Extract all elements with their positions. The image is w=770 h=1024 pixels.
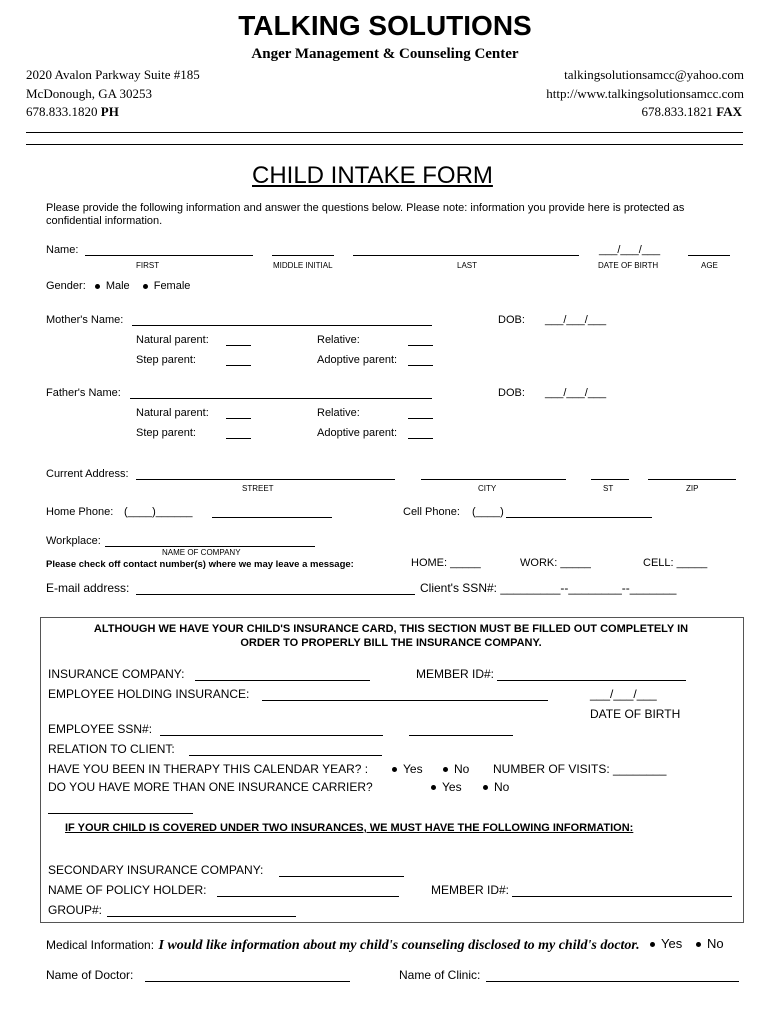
visits-field[interactable]: NUMBER OF VISITS: ________ (493, 762, 667, 776)
intro-line-1: Please provide the following information and answer the questions below. Please note: information you provide here is protected as (46, 202, 685, 214)
mother-natural-label: Natural parent: (136, 334, 209, 346)
caption-age: AGE (701, 261, 718, 270)
employee-holding-label: EMPLOYEE HOLDING INSURANCE: (48, 687, 250, 701)
policy-holder-label: NAME OF POLICY HOLDER: (48, 883, 207, 897)
father-name-field[interactable] (130, 398, 432, 399)
medical-row (46, 936, 640, 954)
carrier-answer-field[interactable] (48, 813, 193, 814)
address-line-2: McDonough, GA 30253 (26, 86, 153, 101)
mother-name-field[interactable] (132, 325, 432, 326)
email-field[interactable] (136, 594, 415, 595)
mother-adoptive-field[interactable] (408, 365, 433, 366)
father-relative-label: Relative: (317, 407, 360, 419)
email-address: talkingsolutionsamcc@yahoo.com (564, 67, 744, 82)
workplace-field[interactable] (105, 546, 315, 547)
father-dob-field[interactable]: ___/___/___ (545, 387, 607, 399)
policy-holder-field[interactable] (217, 896, 399, 897)
caption-city: CITY (478, 484, 497, 493)
carrier-no-option[interactable]: No (483, 780, 509, 794)
header-divider-2 (26, 144, 743, 145)
mother-relative-label: Relative: (317, 334, 360, 346)
mother-step-field[interactable] (226, 365, 251, 366)
group-field[interactable] (107, 916, 296, 917)
fax-suffix: FAX (716, 104, 742, 119)
medical-no-option[interactable]: No (696, 936, 724, 951)
employee-dob-caption: DATE OF BIRTH (590, 707, 681, 721)
cell-phone-prefix[interactable]: (____) (472, 506, 504, 518)
bullet-icon (431, 785, 436, 790)
insurance-company-field[interactable] (195, 680, 370, 681)
fax-line (641, 104, 742, 120)
father-natural-label: Natural parent: (136, 407, 209, 419)
father-natural-field[interactable] (226, 418, 251, 419)
address-label: Current Address: (46, 468, 129, 480)
gender-row (46, 280, 190, 292)
dob-field[interactable]: ___/___/___ (599, 244, 661, 256)
bullet-icon (95, 284, 100, 289)
two-insurances-notice: IF YOUR CHILD IS COVERED UNDER TWO INSURANCES, WE MUST HAVE THE FOLLOWING INFORMATION: (65, 822, 634, 834)
insurance-notice-line-2: ORDER TO PROPERLY BILL THE INSURANCE COMPANY. (240, 637, 542, 649)
member-id-label: MEMBER ID#: (416, 667, 495, 681)
caption-company: NAME OF COMPANY (162, 548, 241, 557)
doctor-field[interactable] (145, 981, 350, 982)
cell-phone-label: Cell Phone: (403, 506, 460, 518)
caption-street: STREET (242, 484, 274, 493)
city-field[interactable] (421, 479, 566, 480)
caption-last: LAST (457, 261, 478, 270)
clinic-field[interactable] (486, 981, 739, 982)
employee-dob-field[interactable]: ___/___/___ (590, 687, 657, 701)
caption-first: FIRST (136, 261, 160, 270)
org-title: TALKING SOLUTIONS (238, 10, 532, 41)
street-field[interactable] (136, 479, 395, 480)
mother-name-label: Mother's Name: (46, 314, 124, 326)
employee-holding-field[interactable] (262, 700, 548, 701)
gender-label: Gender: (46, 280, 86, 292)
form-title: CHILD INTAKE FORM (252, 162, 493, 189)
org-subtitle: Anger Management & Counseling Center (251, 46, 519, 62)
group-label: GROUP#: (48, 903, 103, 917)
father-relative-field[interactable] (408, 418, 433, 419)
phone-number: 678.833.1820 (26, 104, 98, 119)
medical-yes-option[interactable]: Yes (650, 936, 682, 951)
carrier-question: DO YOU HAVE MORE THAN ONE INSURANCE CARRIER? (48, 780, 373, 794)
name-label: Name: (46, 244, 79, 256)
bullet-icon (696, 942, 701, 947)
address-line-1: 2020 Avalon Parkway Suite #185 (26, 67, 200, 82)
mother-adoptive-label: Adoptive parent: (317, 354, 398, 366)
cell-phone-field[interactable] (506, 517, 652, 518)
mother-dob-label: DOB: (498, 314, 525, 326)
first-name-field[interactable] (85, 255, 253, 256)
member-id-field[interactable] (497, 680, 686, 681)
contact-home-check[interactable]: HOME: _____ (411, 557, 481, 569)
member-id-2-field[interactable] (512, 896, 732, 897)
phone-line (26, 104, 119, 120)
insurance-notice-line-1: ALTHOUGH WE HAVE YOUR CHILD'S INSURANCE CARD, THIS SECTION MUST BE FILLED OUT COMPLETELY IN (93, 623, 689, 635)
insurance-company-label: INSURANCE COMPANY: (48, 667, 185, 681)
bullet-icon (650, 942, 655, 947)
mother-dob-field[interactable]: ___/___/___ (545, 314, 607, 326)
caption-zip: ZIP (686, 484, 699, 493)
father-dob-label: DOB: (498, 387, 525, 399)
clinic-label: Name of Clinic: (399, 968, 481, 982)
state-field[interactable] (591, 479, 629, 480)
bullet-icon (443, 767, 448, 772)
relation-field[interactable] (189, 755, 382, 756)
caption-st: ST (603, 484, 614, 493)
age-field[interactable] (688, 255, 730, 256)
middle-initial-field[interactable] (272, 255, 334, 256)
medical-statement: I would like information about my child's counseling disclosed to my child's doctor. (158, 938, 640, 953)
father-name-label: Father's Name: (46, 387, 121, 399)
gender-option-female[interactable]: Female (143, 280, 191, 292)
email-label: E-mail address: (46, 581, 130, 595)
home-phone-prefix[interactable]: (____)______ (124, 506, 193, 518)
therapy-yes-option[interactable]: Yes (392, 762, 423, 776)
secondary-insurance-field[interactable] (279, 876, 404, 877)
secondary-insurance-label: SECONDARY INSURANCE COMPANY: (48, 863, 264, 877)
bullet-icon (392, 767, 397, 772)
intro-line-2: confidential information. (46, 215, 163, 227)
relation-label: RELATION TO CLIENT: (48, 742, 175, 756)
doctor-label: Name of Doctor: (46, 968, 134, 982)
employee-ssn-field[interactable] (160, 735, 383, 736)
last-name-field[interactable] (353, 255, 579, 256)
zip-field[interactable] (648, 479, 736, 480)
employee-extra-field[interactable] (409, 735, 513, 736)
header-divider-1 (26, 132, 743, 133)
phone-suffix: PH (100, 104, 119, 119)
bullet-icon (483, 785, 488, 790)
member-id-2-label: MEMBER ID#: (431, 883, 510, 897)
home-phone-label: Home Phone: (46, 506, 114, 518)
medical-label: Medical Information: (46, 938, 155, 952)
carrier-yes-option[interactable]: Yes (431, 780, 462, 794)
client-ssn-field[interactable]: Client's SSN#: _________--________--_______ (420, 581, 677, 595)
contact-work-check[interactable]: WORK: _____ (520, 557, 591, 569)
website: http://www.talkingsolutionsamcc.com (546, 86, 744, 101)
home-phone-field[interactable] (212, 517, 332, 518)
bullet-icon (143, 284, 148, 289)
therapy-no-option[interactable]: No (443, 762, 469, 776)
mother-step-label: Step parent: (136, 354, 196, 366)
contact-cell-check[interactable]: CELL: _____ (643, 557, 708, 569)
mother-relative-field[interactable] (408, 345, 433, 346)
caption-dob: DATE OF BIRTH (598, 261, 659, 270)
workplace-label: Workplace: (46, 535, 101, 547)
father-step-field[interactable] (226, 438, 251, 439)
fax-number: 678.833.1821 (641, 104, 713, 119)
mother-natural-field[interactable] (226, 345, 251, 346)
employee-ssn-label: EMPLOYEE SSN#: (48, 722, 153, 736)
father-step-label: Step parent: (136, 427, 196, 439)
father-adoptive-label: Adoptive parent: (317, 427, 398, 439)
gender-option-male[interactable]: Male (95, 280, 130, 292)
therapy-question: HAVE YOU BEEN IN THERAPY THIS CALENDAR YEAR? : (48, 762, 369, 776)
caption-middle: MIDDLE INITIAL (273, 261, 333, 270)
father-adoptive-field[interactable] (408, 438, 433, 439)
contact-check-instruction: Please check off contact number(s) where we may leave a message: (46, 559, 354, 570)
